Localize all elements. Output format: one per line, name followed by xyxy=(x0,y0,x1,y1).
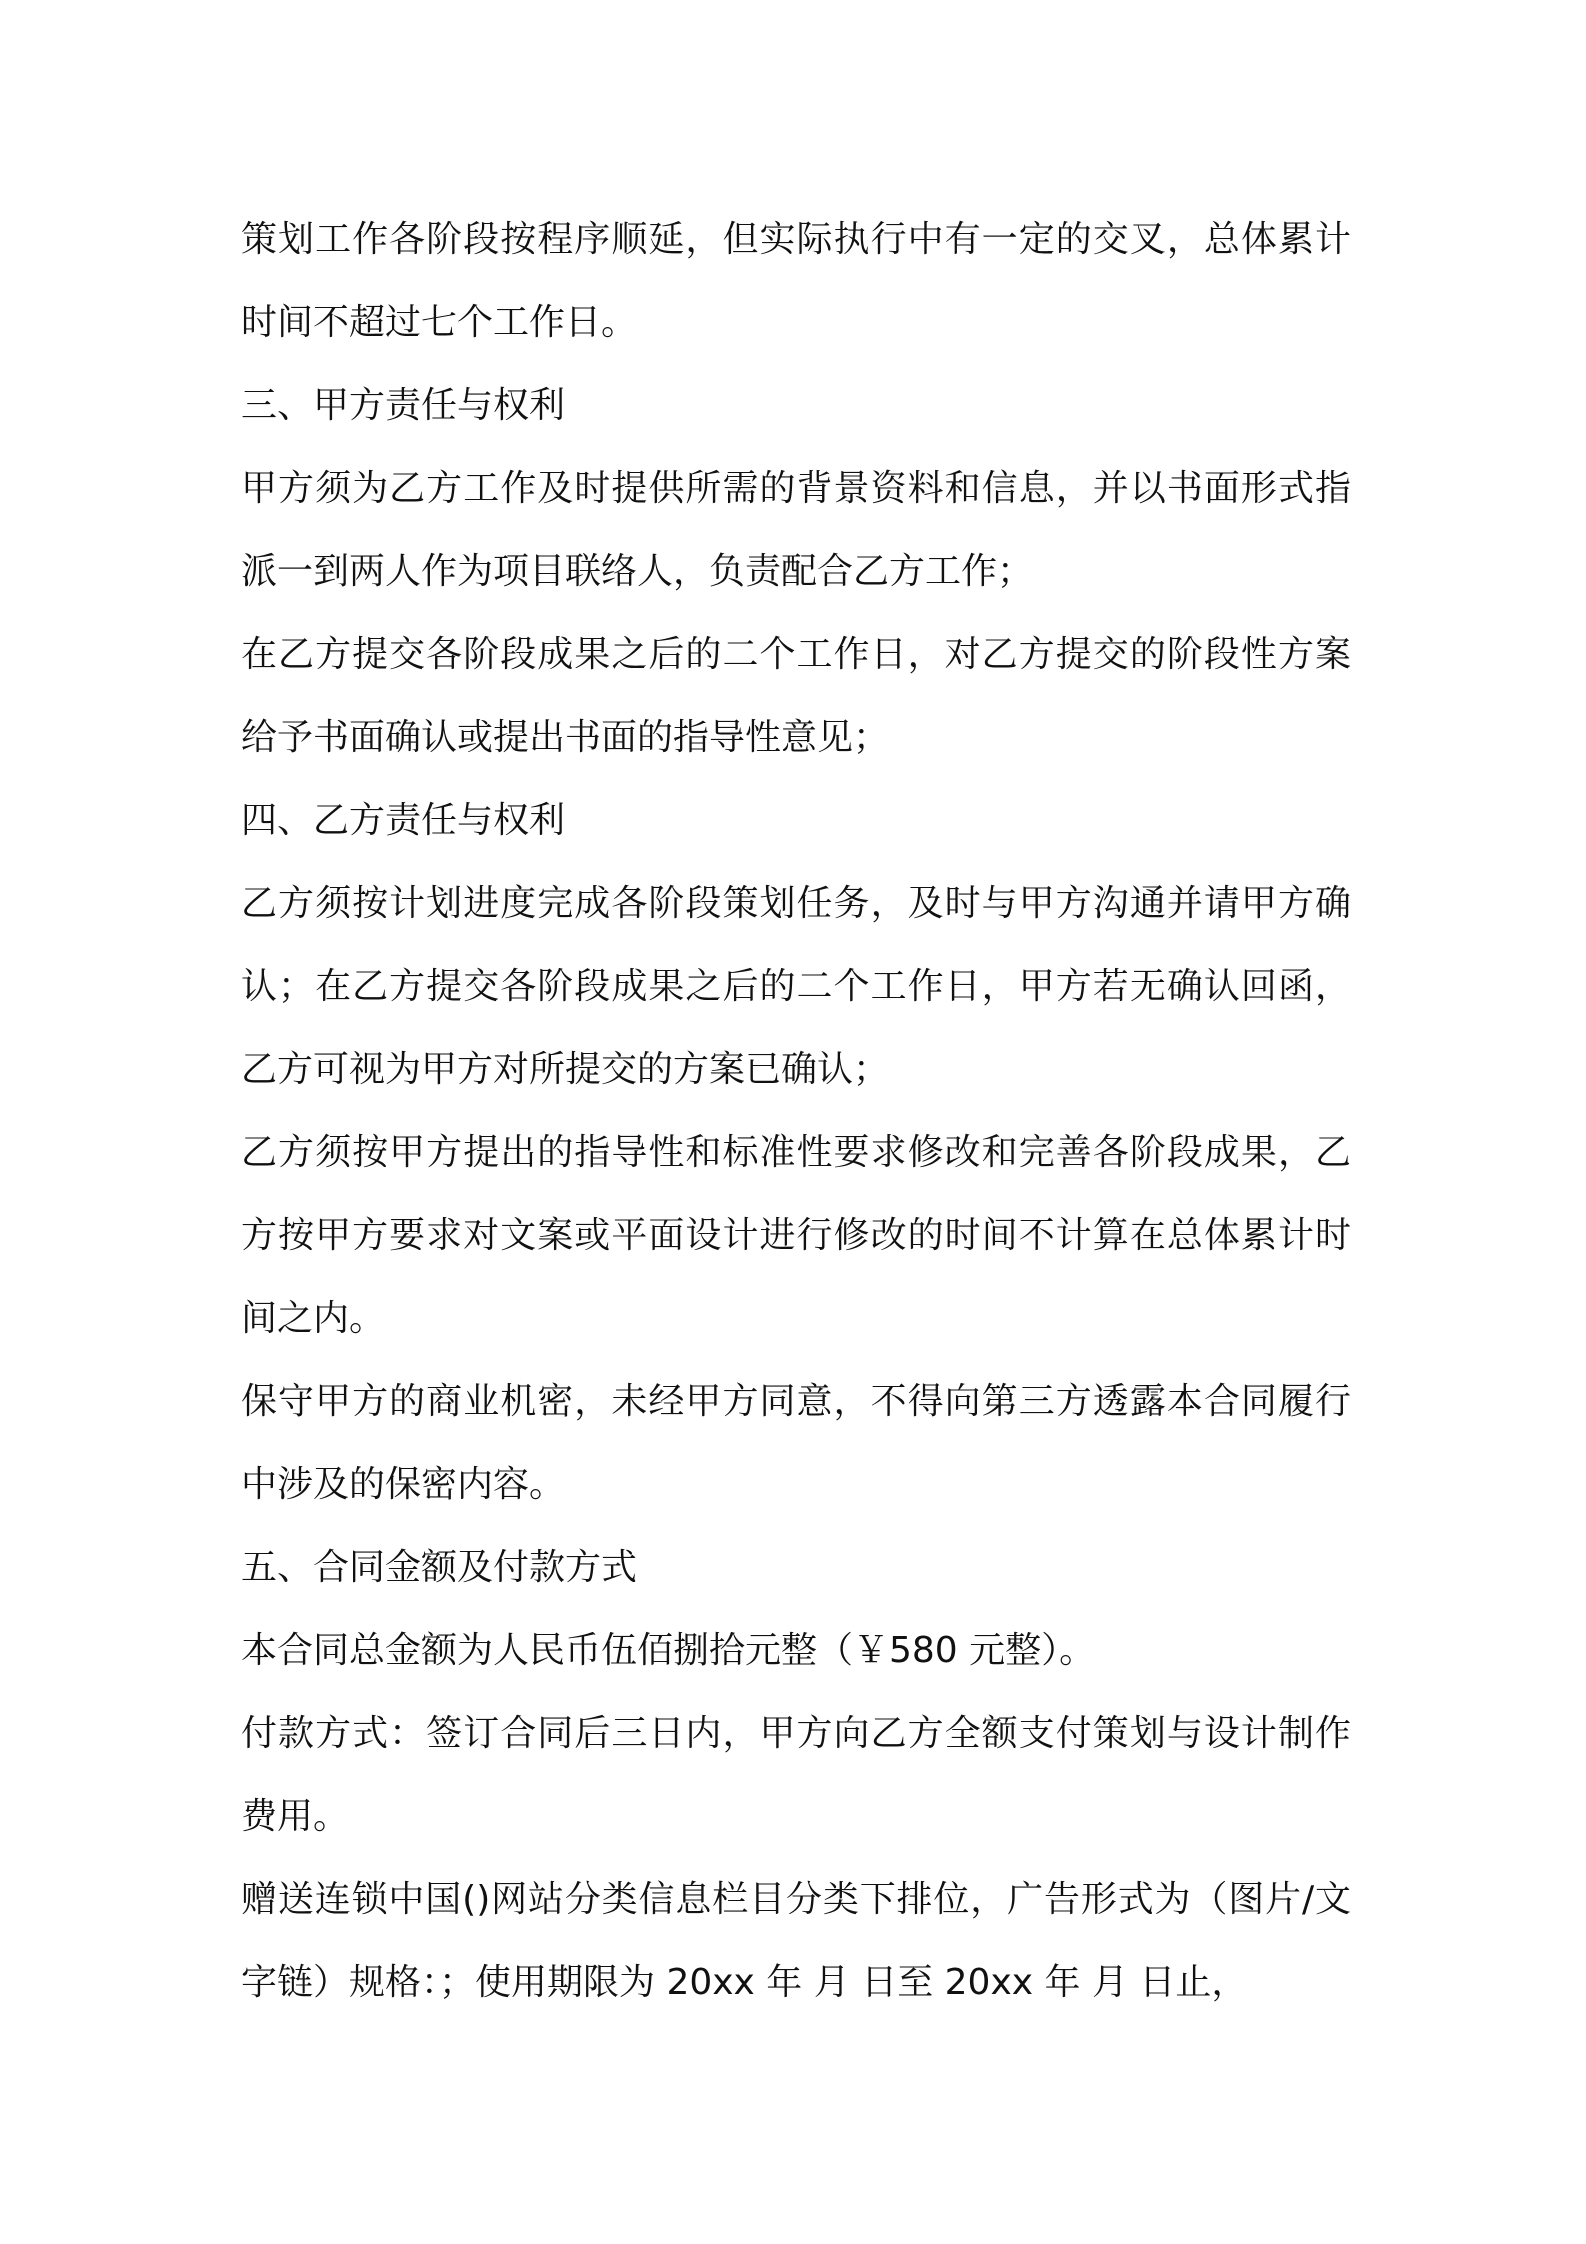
document-body xyxy=(241,198,1351,2024)
paragraph-party-b-duty-2: 乙方须按甲方提出的指导性和标准性要求修改和完善各阶段成果，乙方按甲方要求对文案或平面设计进行修改的时间不计算在总体累计时间之内。 xyxy=(241,1132,1351,1339)
section-heading-party-b: 四、乙方责任与权利 xyxy=(241,800,566,841)
paragraph-party-a-duty-2: 在乙方提交各阶段成果之后的二个工作日，对乙方提交的阶段性方案给予书面确认或提出书面的指导性意见； xyxy=(241,634,1351,758)
paragraph-planning-schedule: 策划工作各阶段按程序顺延，但实际执行中有一定的交叉，总体累计时间不超过七个工作日。 xyxy=(241,219,1351,343)
paragraph-payment-method: 付款方式：签订合同后三日内，甲方向乙方全额支付策划与设计制作费用。 xyxy=(241,1713,1351,1837)
paragraph-party-b-duty-1: 乙方须按计划进度完成各阶段策划任务，及时与甲方沟通并请甲方确认；在乙方提交各阶段成果之后的二个工作日，甲方若无确认回函，乙方可视为甲方对所提交的方案已确认； xyxy=(241,883,1351,1090)
paragraph-contract-amount: 本合同总金额为人民币伍佰捌拾元整（￥580 元整）。 xyxy=(241,1630,1096,1671)
section-heading-payment: 五、合同金额及付款方式 xyxy=(241,1547,638,1588)
section-heading-party-a: 三、甲方责任与权利 xyxy=(241,385,566,426)
paragraph-bonus-placement: 赠送连锁中国()网站分类信息栏目分类下排位，广告形式为（图片/文字链）规格：；使用期限为 20xx 年 月 日至 20xx 年 月 日止， xyxy=(241,1879,1351,2003)
paragraph-party-a-duty-1: 甲方须为乙方工作及时提供所需的背景资料和信息，并以书面形式指派一到两人作为项目联络人，负责配合乙方工作； xyxy=(241,468,1351,592)
paragraph-party-b-confidentiality: 保守甲方的商业机密，未经甲方同意，不得向第三方透露本合同履行中涉及的保密内容。 xyxy=(241,1381,1351,1505)
